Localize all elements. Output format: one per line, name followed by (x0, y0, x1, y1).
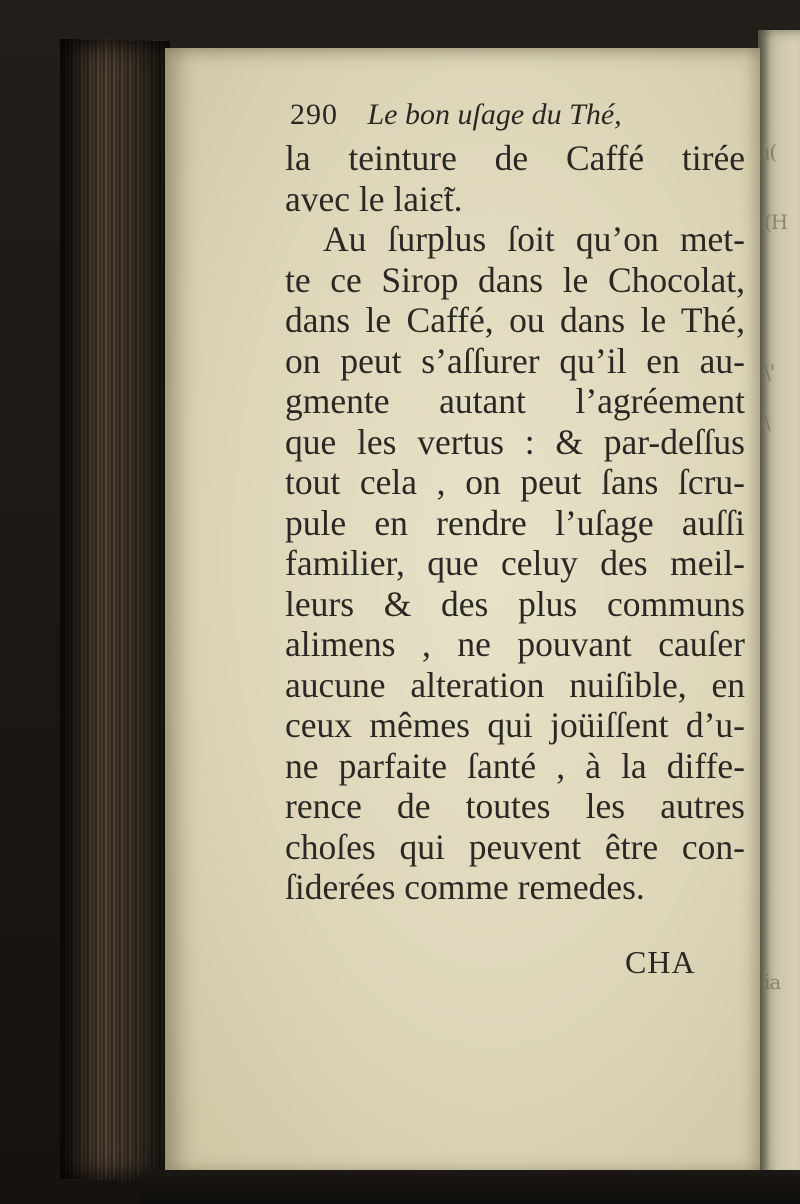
text-line: tout cela , on peut ſans ſcru- (285, 462, 745, 502)
text-line: choſes qui peuvent être con- (285, 826, 745, 867)
text-line: Au ſurplus ſoit qu’on met- (323, 219, 745, 259)
catchword: CHA (625, 944, 696, 980)
body-text (285, 138, 745, 908)
text-line: que les vertus : & par-deſſus (285, 421, 745, 462)
book-page-edges (60, 39, 170, 1181)
page-number: 290 (290, 98, 338, 131)
facing-page-sliver: ı( (H \' \ ia (758, 30, 800, 1180)
text-line: ceux mêmes qui joüiſſent d’u- (285, 705, 745, 745)
bottom-shadow (140, 1170, 800, 1204)
text-line: pule en rendre l’uſage auſſi (285, 502, 745, 543)
text-line: ſiderées comme remedes. (285, 867, 645, 907)
text-line: aucune alteration nuiſible, en (285, 664, 745, 705)
text-line: leurs & des plus communs (285, 583, 745, 624)
text-line: alimens , ne pouvant cauſer (285, 624, 745, 664)
text-line: rence de toutes les autres (285, 786, 745, 826)
text-line: la teinture de Caffé tirée (285, 138, 745, 178)
text-line: gmente autant l’agréement (285, 381, 745, 421)
text-line: te ce Sirop dans le Chocolat, (285, 259, 745, 300)
running-head (290, 98, 622, 132)
running-title: Le bon uſage du Thé, (367, 98, 622, 131)
text-line: avec le laiɛ̃t. (285, 178, 463, 219)
text-line: on peut s’aſſurer qu’il en au- (285, 340, 745, 381)
text-line: familier, que celuy des meil- (285, 543, 745, 583)
text-line: ne parfaite ſanté , à la diffe- (285, 745, 745, 786)
text-line: dans le Caffé, ou dans le Thé, (285, 300, 745, 340)
